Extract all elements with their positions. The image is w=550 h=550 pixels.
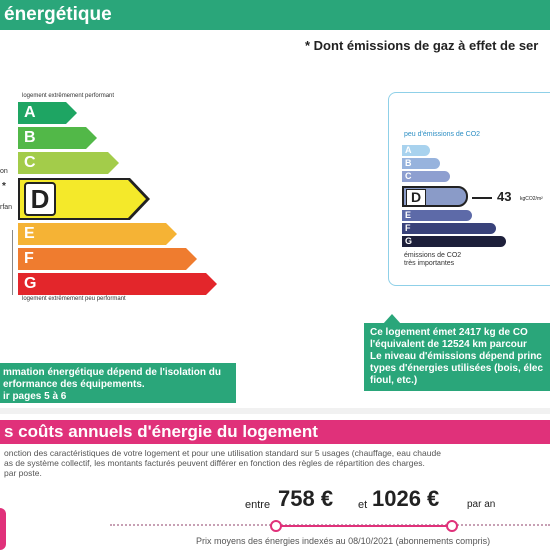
energy-bar-e xyxy=(18,223,166,245)
energy-side-text-2: rfan xyxy=(0,204,13,211)
costs-desc-line2: as de système collectif, les montants facturés peuvent différer en fonction des règles de répartition des charges. xyxy=(4,458,425,468)
energy-header-title: énergétique xyxy=(4,4,112,25)
co2-bar-f xyxy=(402,223,496,234)
energy-bar-a xyxy=(18,102,66,124)
co2-info-line2: l'équivalent de 12524 km parcour xyxy=(370,339,527,350)
energy-info-box xyxy=(0,363,236,403)
cost-par-an-label: par an xyxy=(467,499,496,510)
costs-desc-line3: par poste. xyxy=(4,468,42,478)
energy-side-divider xyxy=(12,230,13,295)
co2-letter-e: E xyxy=(405,210,412,220)
co2-bar-g xyxy=(402,236,506,247)
pink-side-decoration xyxy=(0,508,6,550)
cost-footnote: Prix moyens des énergies indexés au 08/10/2021 (abonnements compris) xyxy=(196,536,491,546)
co2-info-line3: Le niveau d'émissions dépend princ xyxy=(370,351,542,362)
co2-bar-c xyxy=(402,171,450,182)
co2-letter-d: D xyxy=(406,189,426,206)
ghg-note: * Dont émissions de gaz à effet de ser xyxy=(305,38,539,53)
co2-info-line5: fioul, etc.) xyxy=(370,375,418,386)
co2-pointer-line xyxy=(472,197,492,199)
co2-letter-f: F xyxy=(405,223,411,233)
energy-letter-e: E xyxy=(24,225,35,242)
co2-unit: kgCO2/m² xyxy=(520,196,543,202)
co2-bottom-label xyxy=(404,252,461,268)
co2-letter-b: B xyxy=(405,158,412,168)
energy-bar-d-current xyxy=(18,178,130,220)
co2-bottom-label-line1: émissions de CO2 xyxy=(404,252,462,259)
cost-entre-label: entre xyxy=(245,499,271,511)
cost-low-marker xyxy=(270,520,282,532)
co2-info-line4: types d'énergies utilisées (bois, élec xyxy=(370,363,544,374)
co2-letter-a: A xyxy=(405,145,412,155)
energy-bar-f xyxy=(18,248,186,270)
energy-letter-b: B xyxy=(24,129,36,146)
cost-high-value: 1026 € xyxy=(372,486,440,511)
energy-side-asterisk: * xyxy=(2,181,6,192)
co2-bar-e xyxy=(402,210,472,221)
energy-bar-g xyxy=(18,273,206,295)
co2-bar-d-current xyxy=(402,186,468,207)
co2-letter-g: G xyxy=(405,236,413,246)
energy-bar-c xyxy=(18,152,108,174)
cost-range-line xyxy=(276,525,456,527)
annual-costs-header xyxy=(0,420,550,444)
energy-scale-top-label: logement extrêmement performant xyxy=(22,93,115,99)
co2-info-line1: Ce logement émet 2417 kg de CO xyxy=(370,327,528,338)
annual-costs-title: s coûts annuels d'énergie du logement xyxy=(4,422,318,441)
energy-info-line1: mmation énergétique dépend de l'isolation du xyxy=(3,367,221,378)
co2-value: 43 xyxy=(497,189,512,204)
energy-letter-d: D xyxy=(24,182,56,216)
energy-side-text-1: on xyxy=(0,168,8,175)
co2-letter-c: C xyxy=(405,171,412,181)
costs-description xyxy=(4,448,441,478)
co2-top-label: peu d'émissions de CO2 xyxy=(404,131,481,138)
energy-scale-bottom-label: logement extrêmement peu performant xyxy=(22,296,126,302)
costs-desc-line1: onction des caractéristiques de votre logement et pour une utilisation standard sur 5 usages (chauffage, eau chaude xyxy=(4,448,441,458)
energy-info-line3: ir pages 5 à 6 xyxy=(3,391,67,402)
section-divider xyxy=(0,408,550,414)
energy-performance-header xyxy=(0,0,550,30)
energy-letter-g: G xyxy=(24,275,37,292)
co2-bar-a xyxy=(402,145,430,156)
energy-info-line2: erformance des équipements. xyxy=(3,379,145,390)
cost-et-label: et xyxy=(358,499,368,511)
cost-low-value: 758 € xyxy=(278,486,334,511)
co2-info-box xyxy=(364,323,550,391)
energy-letter-a: A xyxy=(24,104,36,121)
co2-bottom-label-line2: très importantes xyxy=(404,260,455,267)
energy-letter-f: F xyxy=(24,250,34,267)
co2-bar-b xyxy=(402,158,440,169)
energy-letter-c: C xyxy=(24,154,36,171)
cost-high-marker xyxy=(446,520,458,532)
energy-bar-b xyxy=(18,127,86,149)
